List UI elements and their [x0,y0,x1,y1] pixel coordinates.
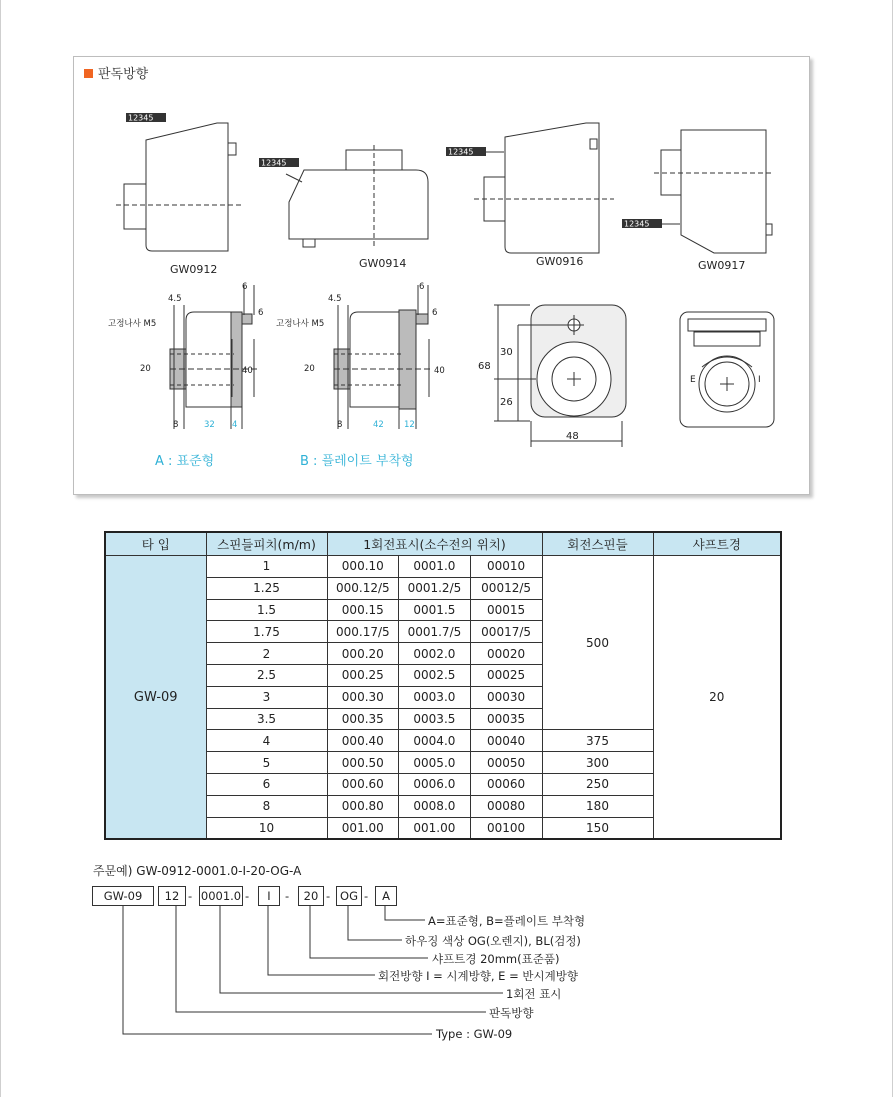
cell-display-3: 00060 [487,777,526,792]
cell-display-1: 000.10 [328,556,399,577]
dim-68: 68 [478,361,491,372]
order-dash: - [364,889,369,903]
cell-display-1: 000.35 [328,709,399,730]
cell-spindle: 180 [542,795,653,817]
cell-spindle: 250 [542,773,653,795]
caption-standard-type: A : 표준형 [155,454,215,469]
model-gw0912: GW0912 [170,263,218,276]
model-gw0916: GW0916 [536,255,584,268]
cell-pitch: 1.5 [206,599,327,621]
counter-digits-2: 12345 [261,158,287,168]
cell-model: GW-09 [105,556,206,840]
cell-display-3: 00035 [487,711,526,726]
header-display: 1회전표시(소수전의 위치) [327,532,542,556]
cell-display-1: 000.50 [328,752,399,773]
cell-display-3: 00100 [487,820,526,835]
order-dash: - [188,889,193,903]
cell-display-1: 000.25 [328,665,399,686]
cell-display-2: 0008.0 [399,796,471,817]
dial-dir-e: E [690,375,696,385]
cell-display-3: 00025 [487,668,526,683]
cell-display-3: 00040 [487,733,526,748]
cell-display-3: 00017/5 [481,624,532,639]
cell-pitch: 2.5 [206,664,327,686]
cell-display-3: 00080 [487,799,526,814]
cell-spindle: 150 [542,817,653,839]
order-box-type: GW-09 [92,886,154,906]
dim-40-b: 40 [434,366,445,376]
cell-display-2: 0002.0 [399,643,471,664]
cell-pitch: 1 [206,556,327,578]
header-type: 타 입 [105,532,206,556]
order-dash: - [326,889,331,903]
dim-4-5-a: 4.5 [168,294,182,304]
cell-display-2: 0003.0 [399,687,471,708]
counter-digits-3: 12345 [448,147,474,157]
note-direction: 판독방향 [489,1006,534,1020]
order-box-color: OG [336,886,362,906]
note-display: 1회전 표시 [506,987,562,1001]
cell-display-3: 00050 [487,755,526,770]
dim-6-b2: 6 [432,308,438,318]
cell-display-3: 00020 [487,646,526,661]
dim-20-a: 20 [140,364,151,374]
cell-display-2: 0004.0 [399,730,471,751]
cell-pitch: 8 [206,795,327,817]
note-color: 하우징 색상 OG(오렌지), BL(검정) [405,934,581,948]
dim-4-5-b: 4.5 [328,294,342,304]
screw-label-a: 고정나사 M5 [108,319,157,329]
cell-display-2: 0001.5 [399,600,471,621]
header-pitch: 스핀들피치(m/m) [206,532,327,556]
model-gw0914: GW0914 [359,257,407,270]
order-dash: - [285,889,290,903]
order-box-display: 0001.0 [199,886,243,906]
cell-pitch: 4 [206,730,327,752]
header-shaft: 샤프트경 [653,532,781,556]
cell-pitch: 5 [206,752,327,774]
dim-8-a: 8 [173,420,179,430]
order-box-direction: 12 [158,886,186,906]
cell-display-3: 00012/5 [481,581,532,596]
cell-pitch: 10 [206,817,327,839]
dim-4-a: 4 [232,420,238,430]
dim-6-a2: 6 [258,308,264,318]
cell-display-1: 000.30 [328,687,399,708]
cell-pitch: 3 [206,686,327,708]
dim-12-b: 12 [404,420,415,430]
cell-pitch: 2 [206,643,327,665]
note-shaft: 샤프트경 20mm(표준품) [432,952,560,966]
dim-30: 30 [500,347,513,358]
cell-display-2: 001.00 [399,818,471,839]
cell-pitch: 6 [206,773,327,795]
dial-dir-i: I [758,375,761,385]
order-example-label: 주문예) GW-0912-0001.0-I-20-OG-A [93,864,302,878]
cell-display-1: 000.12/5 [328,578,399,599]
cell-display-1: 000.20 [328,643,399,664]
dim-20-b: 20 [304,364,315,374]
order-box-mount: A [375,886,397,906]
cell-display-2: 0002.5 [399,665,471,686]
dim-6-a: 6 [242,282,248,292]
screw-label-b: 고정나사 M5 [276,319,325,329]
dim-32-a: 32 [204,420,215,430]
order-box-rotation: I [258,886,280,906]
cell-pitch: 3.5 [206,708,327,730]
model-gw0917: GW0917 [698,259,746,272]
cell-display-2: 0001.7/5 [399,621,471,642]
counter-digits-4: 12345 [624,219,650,229]
cell-shaft: 20 [653,556,781,840]
cell-display-1: 000.60 [328,774,399,795]
cell-display-3: 00015 [487,602,526,617]
order-dash: - [245,889,250,903]
cell-display-2: 0001.0 [399,556,471,577]
cell-display-2: 0006.0 [399,774,471,795]
cell-display-2: 0003.5 [399,709,471,730]
cell-display-3: 00010 [487,559,526,574]
cell-display-1: 000.80 [328,796,399,817]
cell-display-3: 00030 [487,690,526,705]
cell-display-2: 0005.0 [399,752,471,773]
order-box-shaft: 20 [298,886,324,906]
note-type: Type : GW-09 [436,1027,513,1041]
note-mount: A=표준형, B=플레이트 부착형 [428,914,586,928]
cell-display-1: 000.17/5 [328,621,399,642]
dim-8-b: 8 [337,420,343,430]
dim-48: 48 [566,431,579,442]
caption-plate-type: B : 플레이트 부착형 [300,454,414,469]
cell-pitch: 1.75 [206,621,327,643]
cell-display-1: 000.40 [328,730,399,751]
dim-6-b: 6 [419,282,425,292]
header-spindle: 회전스핀들 [542,532,653,556]
cell-spindle: 300 [542,752,653,774]
cell-pitch: 1.25 [206,577,327,599]
section-title-text: 판독방향 [98,67,149,82]
counter-digits-1: 12345 [128,113,154,123]
dim-26: 26 [500,397,513,408]
cell-display-1: 000.15 [328,600,399,621]
cell-spindle: 375 [542,730,653,752]
cell-spindle-merged: 500 [542,556,653,730]
cell-display-1: 001.00 [328,818,399,839]
dim-40-a: 40 [242,366,253,376]
dim-42-b: 42 [373,420,384,430]
cell-display-2: 0001.2/5 [399,578,471,599]
note-rotation: 회전방향 I = 시계방향, E = 반시계방향 [378,969,578,983]
